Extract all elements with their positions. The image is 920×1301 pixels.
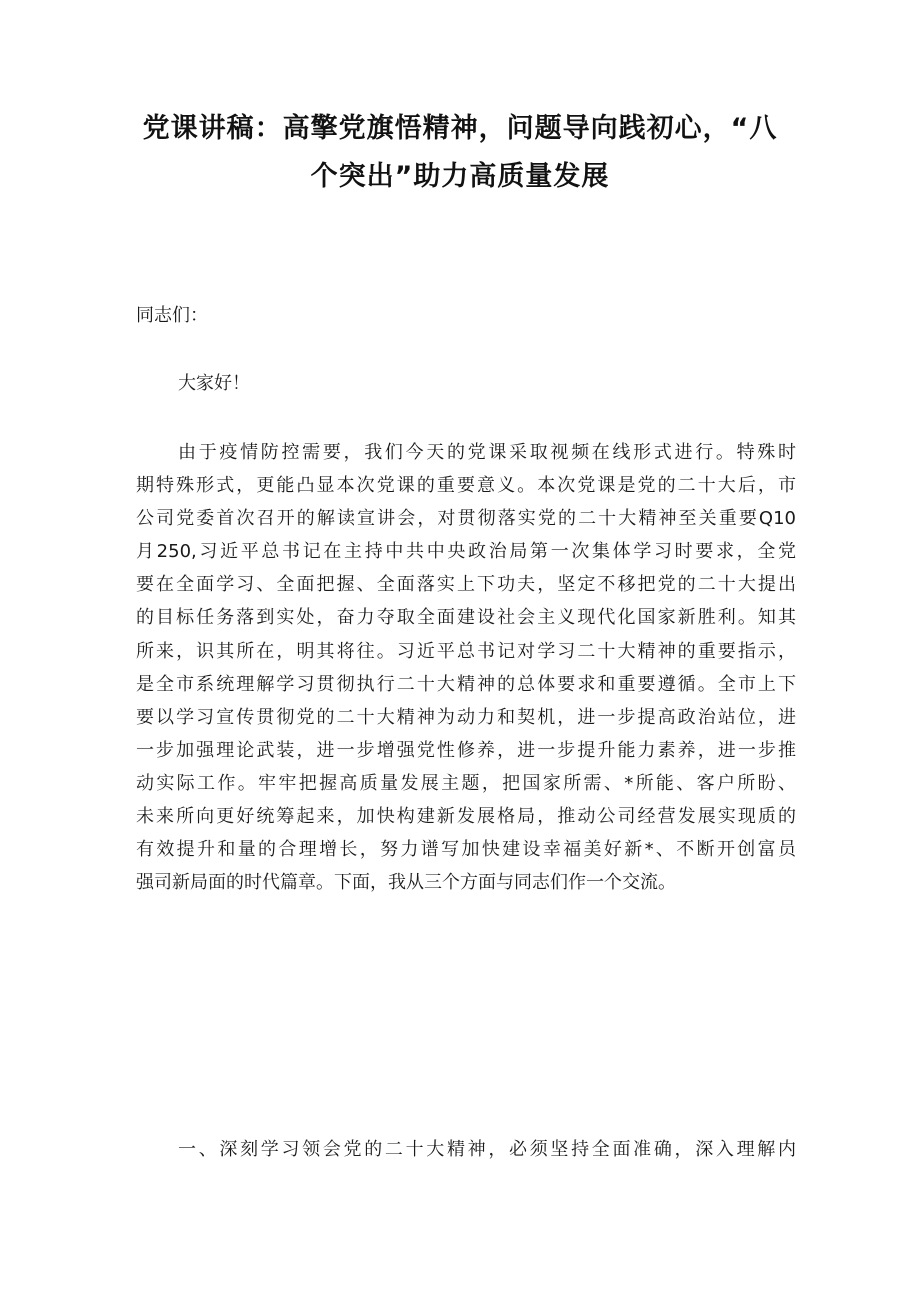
greeting: 大家好！ <box>178 373 250 394</box>
paragraph-line: 要以学习宣传贯彻党的二十大精神为动力和契机，进一步提高政治站位，进 <box>136 706 796 728</box>
paragraph-line: 期特殊形式，更能凸显本次党课的重要意义。本次党课是党的二十大后，市 <box>136 475 796 497</box>
document-title <box>130 105 790 201</box>
paragraph-line: 的目标任务落到实处，奋力夺取全面建设社会主义现代化国家新胜利。知其 <box>136 607 796 629</box>
paragraph-line: 一步加强理论武装，进一步增强党性修养，进一步提升能力素养，进一步推 <box>136 739 796 761</box>
title-line-1: 党课讲稿：高擎党旗悟精神，问题导向践初心，“八 <box>142 113 778 144</box>
paragraph-line: 公司党委首次召开的解读宣讲会，对贯彻落实党的二十大精神至关重要Q10 <box>136 508 796 530</box>
paragraph-line: 动实际工作。牢牢把握高质量发展主题，把国家所需、*所能、客户所盼、 <box>136 772 796 794</box>
salutation: 同志们： <box>136 305 208 326</box>
paragraph-line: 由于疫情防控需要，我们今天的党课采取视频在线形式进行。特殊时 <box>178 442 796 463</box>
paragraph-line: 是全市系统理解学习贯彻执行二十大精神的总体要求和重要遵循。全市上下 <box>136 673 796 695</box>
paragraph-line: 未来所向更好统筹起来，加快构建新发展格局，推动公司经营发展实现质的 <box>136 806 796 828</box>
paragraph-line: 月250,习近平总书记在主持中共中央政治局第一次集体学习时要求，全党 <box>136 541 796 563</box>
paragraph-line: 所来，识其所在，明其将往。习近平总书记对学习二十大精神的重要指示， <box>136 640 796 662</box>
title-line-2: 个突出”助力高质量发展 <box>310 161 610 192</box>
body-paragraph <box>136 436 796 899</box>
section-heading: 一、深刻学习领会党的二十大精神，必须坚持全面准确，深入理解内 <box>178 1139 796 1160</box>
paragraph-line: 要在全面学习、全面把握、全面落实上下功夫，坚定不移把党的二十大提出 <box>136 574 796 596</box>
paragraph-line: 强司新局面的时代篇章。下面，我从三个方面与同志们作一个交流。 <box>136 872 676 894</box>
paragraph-line: 有效提升和量的合理增长，努力谱写加快建设幸福美好新*、不断开创富员 <box>136 839 796 861</box>
